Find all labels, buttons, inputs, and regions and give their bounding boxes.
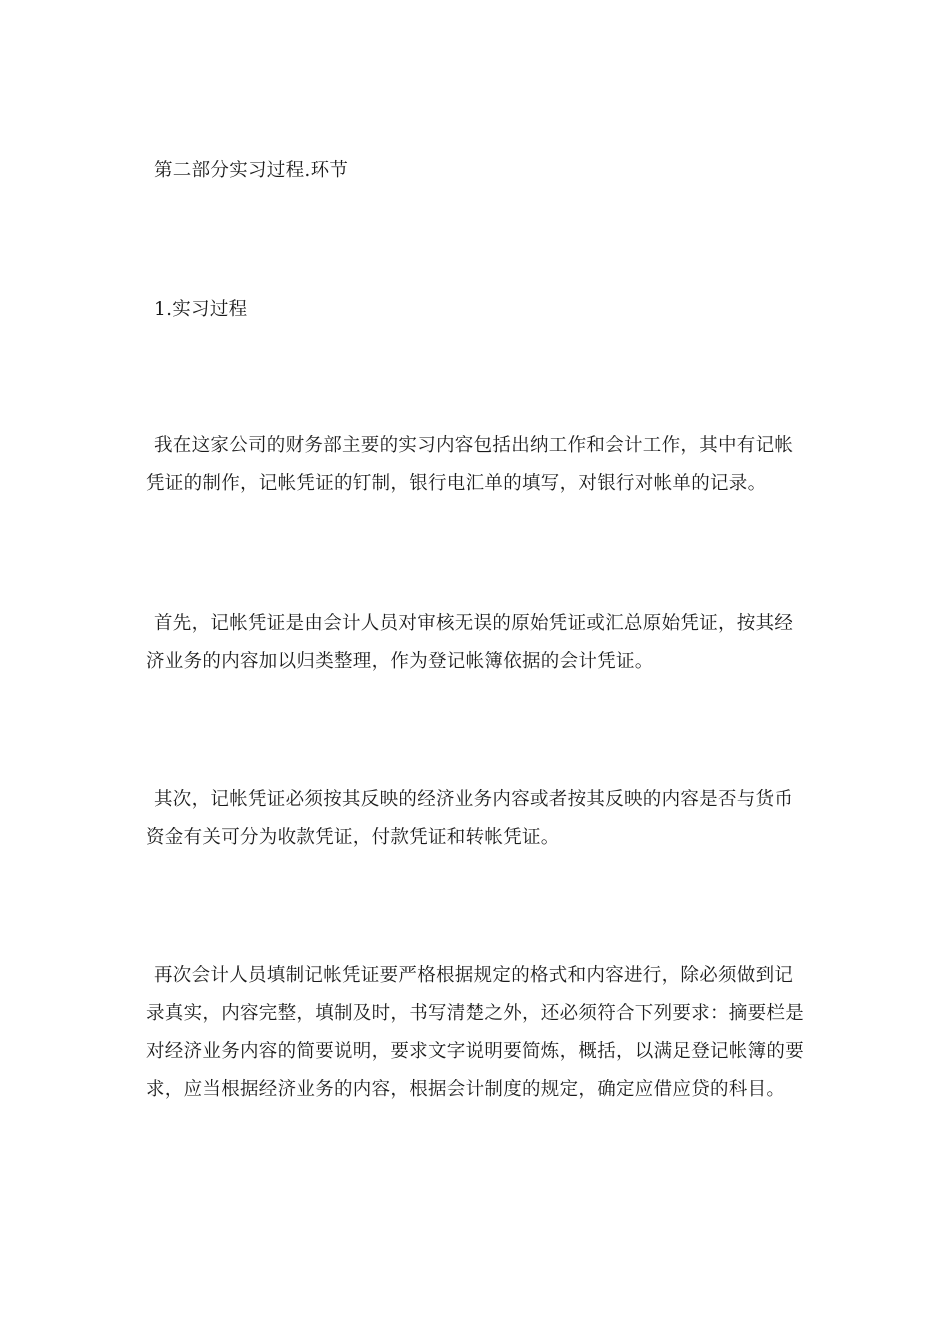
- paragraph-3: 其次，记帐凭证必须按其反映的经济业务内容或者按其反映的内容是否与货币资金有关可分为收款凭证，付款凭证和转帐凭证。: [146, 789, 794, 848]
- paragraph-1: 我在这家公司的财务部主要的实习内容包括出纳工作和会计工作，其中有记帐凭证的制作，记帐凭证的钉制，银行电汇单的填写，对银行对帐单的记录。: [146, 435, 794, 494]
- subsection-title: 1.实习过程: [154, 299, 248, 320]
- paragraph-2: 首先，记帐凭证是由会计人员对审核无误的原始凭证或汇总原始凭证，按其经济业务的内容加以归类整理，作为登记帐簿依据的会计凭证。: [146, 613, 794, 672]
- section-title: 第二部分实习过程.环节: [154, 160, 349, 181]
- paragraph-4: 再次会计人员填制记帐凭证要严格根据规定的格式和内容进行，除必须做到记录真实，内容完整，填制及时，书写清楚之外，还必须符合下列要求：摘要栏是对经济业务内容的简要说明，要求文字说明要简炼，概括，以满足登记帐簿的要求，应当根据经济业务的内容，根据会计制度的规定，确定应借应贷的科目。: [146, 965, 805, 1100]
